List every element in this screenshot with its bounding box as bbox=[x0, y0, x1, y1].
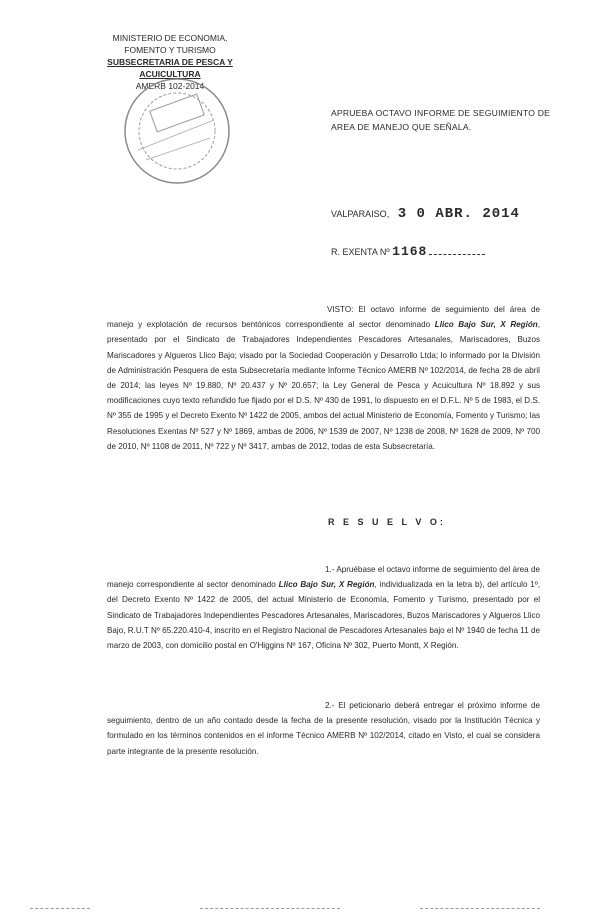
footer-mark-left bbox=[30, 908, 90, 909]
resolution-label: R. EXENTA Nº bbox=[331, 247, 390, 257]
visto-lead: VISTO: bbox=[327, 305, 354, 314]
official-stamp bbox=[118, 72, 236, 190]
footer-mark-center bbox=[200, 908, 340, 909]
footer-mark-right bbox=[420, 908, 540, 909]
header-subsecretaria: SUBSECRETARIA DE PESCA Y ACUICULTURA bbox=[107, 57, 233, 79]
resolution-number-underline bbox=[429, 254, 485, 255]
item-1-paragraph bbox=[107, 562, 540, 653]
header-ministry: MINISTERIO DE ECONOMIA, bbox=[112, 33, 228, 43]
date-city: VALPARAISO, bbox=[331, 209, 390, 219]
visto-text-2: , presentado por el Sindicato de Trabajadores Independientes Pescadores Artesanales, Mariscadores, Buzos Mariscadores y Algueros Llico Bajo; visado por la Sociedad Cooperación y Desarrollo Ltda; lo informado por la División de Administración Pesquera de esta Subsecretaría mediante Informe Técnico AMERB Nº 102/2014, de fecha 28 de abril de 2014; las leyes Nº 19.880, Nº 20.437 y Nº 20.657; la Ley General de Pesca y Acuicultura Nº 18.892 y sus modificaciones cuyo texto refundido fue fijado por el D.S. Nº 430 de 1991, lo dispuesto en el D.F.L. Nº 5 de 1983, el D.S. Nº 355 de 1995 y el Decreto Exento Nº 1422 de 2005, ambos del actual Ministerio de Economía, Fomento y Turismo; las Resoluciones Exentas Nº 527 y Nº 1869, ambas de 2006, Nº 1539 de 2007, Nº 1238 de 2008, Nº 1628 de 2009, Nº 700 de 2010, Nº 1108 de 2011, Nº 722 y Nº 3417, ambas de 2012, todas de esta Subsecretaría. bbox=[107, 320, 540, 451]
item-1-rest: , individualizada en la letra b), del artículo 1º, del Decreto Exento Nº 1422 de 2005, del actual Ministerio de Economía, Fomento y Turismo, presentado por el Sindicato de Trabajadores Independientes Pescadores Artesanales, Mariscadores, Buzos Mariscadores y Algueros Llico Bajo, R.U.T Nº 65.220.410-4, inscrito en el Registro Nacional de Pescadores Artesanales bajo el Nº 1940 de fecha 11 de marzo de 2003, con domicilio postal en O'Higgins Nº 167, Oficina Nº 302, Puerto Montt, X Región. bbox=[107, 580, 540, 651]
resolution-number-line bbox=[331, 244, 485, 259]
visto-sector: Llico Bajo Sur, X Región bbox=[434, 320, 538, 330]
visto-paragraph bbox=[107, 302, 540, 454]
visto-text-1: El octavo informe de seguimiento del área de manejo y explotación de recursos bentónicos correspondiente al sector denominado bbox=[107, 305, 540, 330]
resolution-number: 1168 bbox=[392, 244, 428, 259]
header-amerb: AMERB 102-2014 bbox=[135, 81, 205, 91]
header-fomento: FOMENTO Y TURISMO bbox=[124, 45, 216, 55]
resolution-subject: APRUEBA OCTAVO INFORME DE SEGUIMIENTO DE AREA DE MANEJO QUE SEÑALA. bbox=[331, 108, 551, 132]
date-stamp: 3 0 ABR. 2014 bbox=[397, 206, 520, 222]
resuelvo-heading: R E S U E L V O: bbox=[328, 517, 446, 527]
date-line bbox=[331, 206, 520, 222]
item-1-lead: 1.- Apruébase el octavo informe de seguimiento del área de manejo correspondiente al sector denominado bbox=[107, 565, 540, 590]
item-1-sector: Llico Bajo Sur, X Región bbox=[278, 580, 375, 590]
item-2-paragraph bbox=[107, 698, 540, 759]
item-2-text: 2.- El peticionario deberá entregar el próximo informe de seguimiento, dentro de un año contado desde la fecha de la presente resolución, visado por la Institución Técnica y formulado en los términos contenidos en el informe Técnico AMERB Nº 102/2014, citado en Visto, el cual se considera parte integrante de la presente resolución. bbox=[107, 701, 540, 756]
